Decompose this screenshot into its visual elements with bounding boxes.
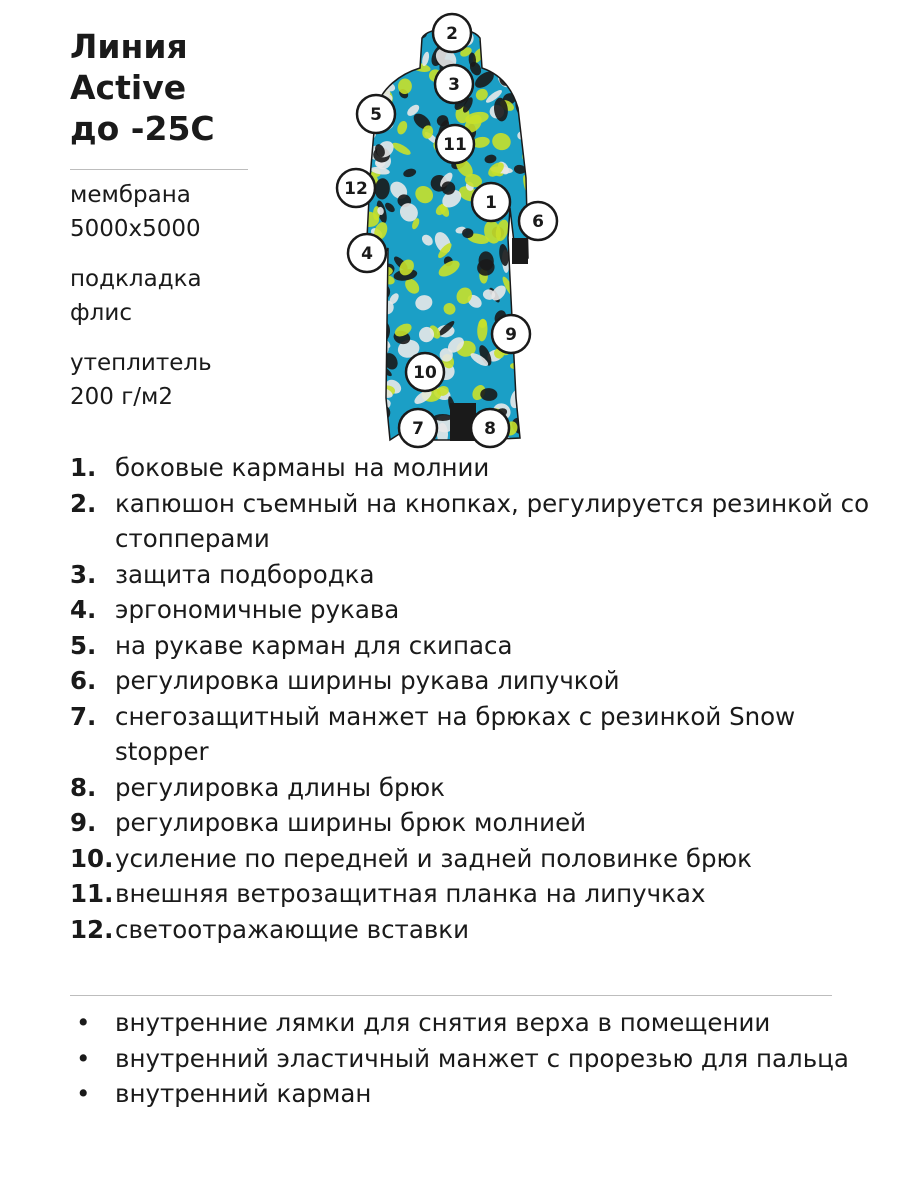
- divider: [70, 169, 248, 170]
- feature-number: 3.: [70, 559, 97, 589]
- feature-item: [70, 805, 870, 841]
- pattern-spot: [358, 275, 371, 289]
- feature-number: 4.: [70, 595, 97, 624]
- pattern-spot: [504, 27, 522, 45]
- feature-item: [70, 557, 870, 593]
- feature-text: боковые карманы на молнии: [115, 453, 490, 482]
- feature-item: [70, 592, 870, 628]
- feature-item: [70, 841, 870, 877]
- spec-label: мембрана: [70, 182, 191, 208]
- feature-item: [70, 770, 870, 806]
- pattern-spot: [518, 291, 536, 311]
- feature-item: [70, 486, 870, 557]
- pattern-spot: [371, 387, 386, 402]
- pattern-spot: [522, 427, 534, 443]
- pattern-spot: [367, 64, 380, 74]
- feature-list: [70, 450, 870, 947]
- feature-text: эргономичные рукава: [115, 595, 400, 624]
- feature-item: [70, 450, 870, 486]
- callout-number: 5: [370, 105, 382, 125]
- pattern-spot: [360, 289, 372, 301]
- pattern-spot: [372, 16, 396, 41]
- product-image: [330, 8, 570, 458]
- bullet-icon: •: [76, 1079, 91, 1108]
- feature-number: 8.: [70, 772, 97, 802]
- pattern-spot: [518, 360, 540, 375]
- feature-number: 5.: [70, 630, 97, 660]
- pattern-spot: [524, 351, 545, 375]
- pattern-spot: [364, 21, 386, 43]
- pattern-spot: [401, 57, 411, 73]
- callout-number: 7: [412, 419, 424, 439]
- product-line-title: [70, 26, 215, 149]
- pattern-spot: [523, 16, 539, 31]
- extra-feature-text: внутренний эластичный манжет с прорезью для пальца: [115, 1043, 849, 1073]
- pattern-spot: [531, 109, 548, 124]
- feature-number: 6.: [70, 666, 97, 695]
- callout-number: 8: [484, 419, 496, 439]
- spec-lining: [70, 262, 202, 330]
- pattern-spot: [529, 47, 541, 69]
- pattern-spot: [370, 21, 388, 39]
- spec-label: утеплитель: [70, 350, 212, 376]
- feature-text: светоотражающие вставки: [115, 914, 469, 944]
- pattern-spot: [495, 44, 506, 55]
- callout-number: 3: [448, 75, 460, 95]
- pattern-spot: [525, 84, 543, 95]
- pattern-spot: [489, 47, 503, 56]
- feature-item: [70, 628, 870, 664]
- callout-number: 12: [344, 179, 368, 199]
- pattern-spot: [514, 64, 536, 81]
- feature-text: капюшон съемный на кнопках, регулируется резинкой со стопперами: [115, 488, 870, 553]
- pattern-spot: [353, 347, 374, 368]
- pattern-spot: [364, 386, 383, 406]
- extra-feature-text: внутренние лямки для снятия верха в помещении: [115, 1008, 771, 1037]
- callout-number: 2: [446, 24, 458, 44]
- extra-features-list: [70, 1005, 870, 1112]
- pattern-spot: [527, 274, 539, 289]
- feature-item: [70, 699, 870, 770]
- pattern-spot: [351, 334, 371, 355]
- pattern-spot: [528, 396, 541, 410]
- pattern-spot: [355, 368, 373, 385]
- pattern-spot: [369, 47, 381, 58]
- feature-text: на рукаве карман для скипаса: [115, 630, 513, 660]
- pattern-spot: [527, 168, 546, 189]
- feature-item: [70, 663, 870, 699]
- extra-feature-item: [70, 1076, 870, 1112]
- pattern-spot: [369, 44, 384, 66]
- extra-feature-text: внутренний карман: [115, 1079, 372, 1108]
- feature-text: внешняя ветрозащитная планка на липучках: [115, 879, 706, 908]
- pattern-spot: [525, 153, 540, 170]
- title-line: до -25С: [70, 109, 215, 148]
- snowsuit-illustration: [330, 8, 570, 458]
- feature-number: 7.: [70, 701, 97, 731]
- feature-number: 11.: [70, 879, 114, 908]
- pattern-spot: [355, 39, 381, 62]
- feature-text: регулировка ширины брюк молнией: [115, 808, 587, 837]
- pattern-spot: [527, 26, 551, 46]
- spec-membrane: [70, 178, 201, 246]
- pattern-spot: [351, 429, 370, 448]
- feature-text: усиление по передней и задней половинке брюк: [115, 843, 752, 873]
- title-line: Линия: [70, 27, 188, 66]
- divider: [70, 995, 832, 996]
- sleeve-cuff: [512, 238, 528, 264]
- callout-number: 4: [361, 244, 373, 264]
- title-line: Active: [70, 68, 187, 107]
- pattern-spot: [402, 18, 415, 30]
- pattern-spot: [530, 93, 542, 104]
- feature-number: 10.: [70, 843, 114, 873]
- callout-number: 1: [485, 193, 497, 213]
- bullet-icon: •: [76, 1043, 91, 1073]
- spec-label: подкладка: [70, 266, 202, 292]
- pattern-spot: [515, 59, 528, 76]
- spec-insulation: [70, 346, 212, 414]
- callout-number: 9: [505, 325, 517, 345]
- feature-text: снегозащитный манжет на брюках с резинкой Snow stopper: [115, 701, 796, 766]
- pattern-spot: [396, 19, 417, 44]
- feature-number: 2.: [70, 488, 97, 518]
- spec-value: 5000х5000: [70, 216, 201, 242]
- pattern-spot: [356, 25, 377, 52]
- callout-number: 6: [532, 212, 544, 232]
- pattern-spot: [368, 44, 390, 57]
- feature-item: [70, 912, 870, 948]
- bullet-icon: •: [76, 1008, 91, 1037]
- pattern-spot: [365, 410, 383, 423]
- pattern-spot: [528, 410, 549, 431]
- pattern-spot: [516, 356, 529, 370]
- spec-value: 200 г/м2: [70, 384, 174, 410]
- feature-number: 9.: [70, 808, 97, 837]
- pattern-spot: [367, 325, 388, 343]
- extra-feature-item: [70, 1005, 870, 1041]
- feature-text: регулировка ширины рукава липучкой: [115, 666, 620, 695]
- pattern-spot: [527, 289, 548, 312]
- feature-number: 1.: [70, 453, 97, 482]
- extra-feature-item: [70, 1041, 870, 1077]
- pattern-spot: [376, 11, 403, 37]
- spec-value: флис: [70, 300, 132, 326]
- feature-text: регулировка длины брюк: [115, 772, 445, 802]
- callout-number: 11: [443, 135, 467, 155]
- feature-item: [70, 876, 870, 912]
- pattern-spot: [379, 322, 388, 344]
- feature-number: 12.: [70, 914, 114, 944]
- pattern-spot: [527, 377, 542, 395]
- callout-number: 10: [413, 363, 437, 383]
- feature-text: защита подбородка: [115, 559, 375, 589]
